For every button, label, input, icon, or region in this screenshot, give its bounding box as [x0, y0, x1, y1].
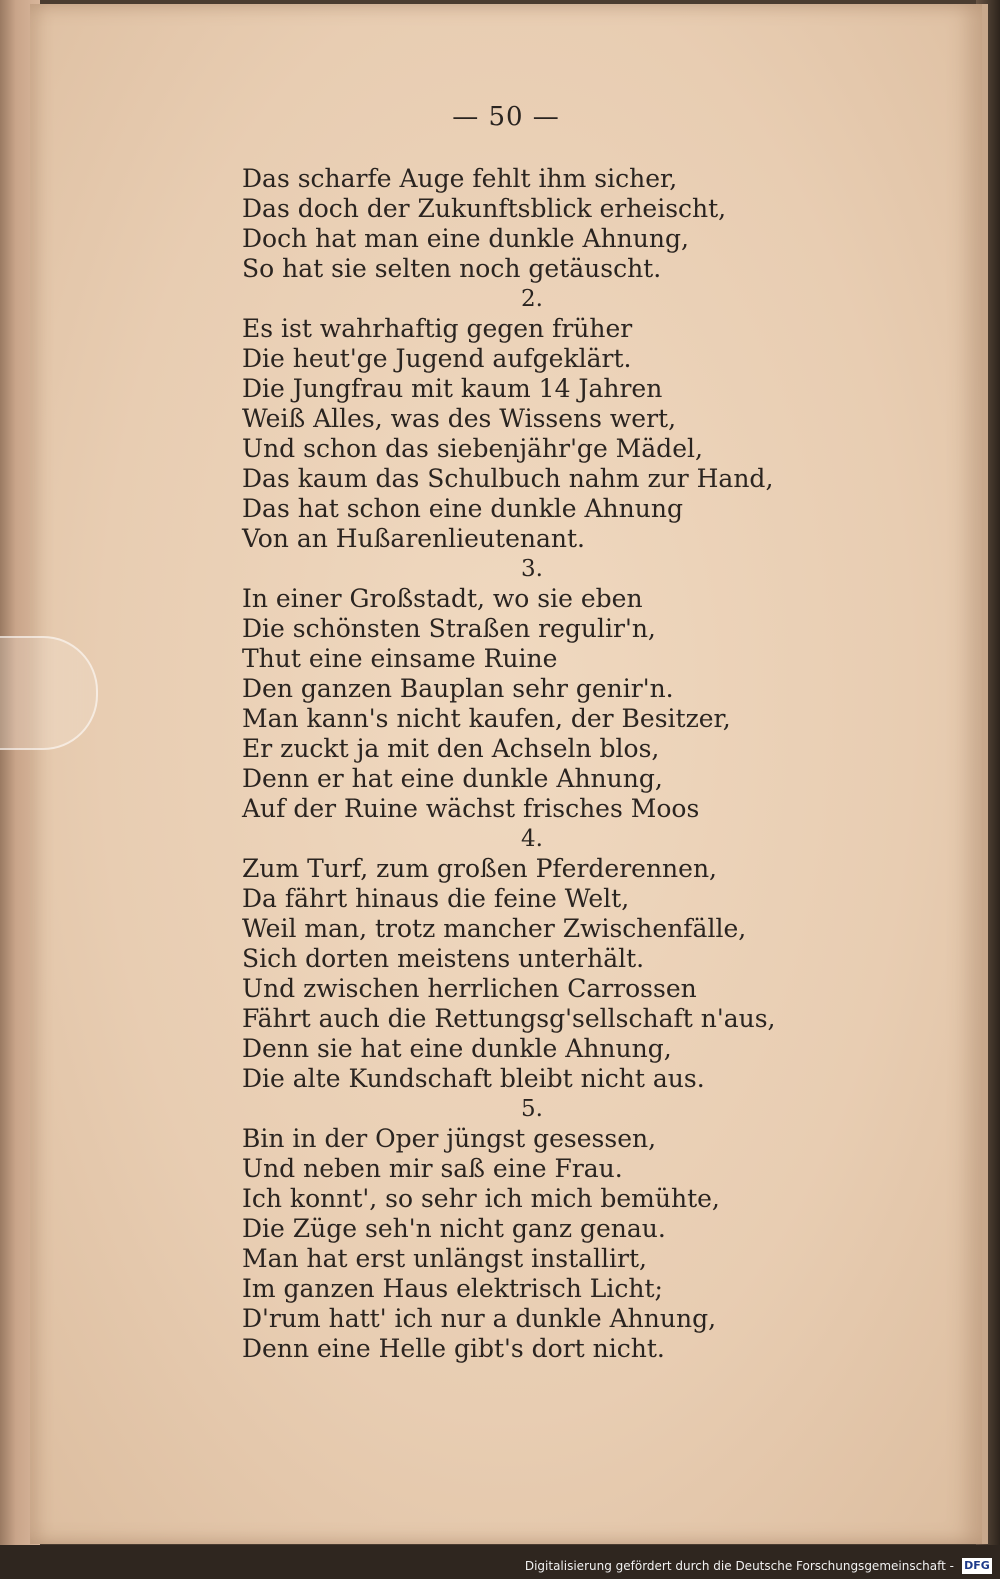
poem-line: Die Jungfrau mit kaum 14 Jahren: [242, 374, 663, 403]
poem-line: Und zwischen herrlichen Carrossen: [242, 974, 697, 1003]
poem-line: Weiß Alles, was des Wissens wert,: [242, 404, 677, 433]
poem-line: Da fährt hinaus die feine Welt,: [242, 884, 630, 913]
poem-line: Denn er hat eine dunkle Ahnung,: [242, 764, 663, 793]
poem-line: In einer Großstadt, wo sie eben: [242, 584, 643, 613]
poem-text: [242, 164, 802, 1364]
stanza-3: [242, 554, 802, 824]
poem-line: Zum Turf, zum großen Pferderennen,: [242, 854, 717, 883]
poem-line: Bin in der Oper jüngst gesessen,: [242, 1124, 657, 1153]
stanza-number: 4.: [521, 826, 543, 852]
poem-line: Die Züge seh'n nicht ganz genau.: [242, 1214, 666, 1243]
poem-line: Auf der Ruine wächst frisches Moos: [242, 794, 700, 823]
poem-line: So hat sie selten noch getäuscht.: [242, 254, 662, 283]
poem-line: Das kaum das Schulbuch nahm zur Hand,: [242, 464, 774, 493]
poem-line: Man kann's nicht kaufen, der Besitzer,: [242, 704, 731, 733]
poem-line: Und neben mir saß eine Frau.: [242, 1154, 623, 1183]
stanza-5: [242, 1094, 802, 1364]
poem-line: Das scharfe Auge fehlt ihm sicher,: [242, 164, 678, 193]
page-number: — 50 —: [452, 102, 560, 132]
poem-line: Von an Hußarenlieutenant.: [242, 524, 585, 553]
funding-credit: Digitalisierung gefördert durch die Deutsche Forschungsgemeinschaft -: [524, 1559, 954, 1573]
poem-line: Die heut'ge Jugend aufgeklärt.: [242, 344, 632, 373]
poem-line: Die schönsten Straßen regulir'n,: [242, 614, 656, 643]
stanza-number: 3.: [521, 556, 543, 582]
poem-line: Im ganzen Haus elektrisch Licht;: [242, 1274, 663, 1303]
poem-line: Man hat erst unlängst installirt,: [242, 1244, 647, 1273]
poem-line: Das hat schon eine dunkle Ahnung: [242, 494, 683, 523]
footer-band: [0, 1545, 1000, 1579]
poem-line: Thut eine einsame Ruine: [242, 644, 558, 673]
poem-line: Er zuckt ja mit den Achseln blos,: [242, 734, 660, 763]
poem-line: Doch hat man eine dunkle Ahnung,: [242, 224, 689, 253]
dfg-logo: DFG: [962, 1558, 992, 1574]
stanza-2: [242, 284, 802, 554]
poem-line: Weil man, trotz mancher Zwischenfälle,: [242, 914, 747, 943]
poem-line: Sich dorten meistens unterhält.: [242, 944, 645, 973]
stanza-number: 2.: [521, 286, 543, 312]
poem-line: Ich konnt', so sehr ich mich bemühte,: [242, 1184, 720, 1213]
poem-line: Die alte Kundschaft bleibt nicht aus.: [242, 1064, 705, 1093]
poem-line: Es ist wahrhaftig gegen früher: [242, 314, 633, 343]
poem-line: D'rum hatt' ich nur a dunkle Ahnung,: [242, 1304, 717, 1333]
poem-line: Denn sie hat eine dunkle Ahnung,: [242, 1034, 672, 1063]
poem-line: Und schon das siebenjähr'ge Mädel,: [242, 434, 703, 463]
stanza-4: [242, 824, 802, 1094]
poem-line: Den ganzen Bauplan sehr genir'n.: [242, 674, 674, 703]
opening-stanza: [242, 164, 802, 284]
poem-line: Fährt auch die Rettungsg'sellschaft n'aus,: [242, 1004, 776, 1033]
poem-line: Denn eine Helle gibt's dort nicht.: [242, 1334, 665, 1363]
stanza-number: 5.: [521, 1096, 543, 1122]
poem-line: Das doch der Zukunftsblick erheischt,: [242, 194, 727, 223]
page-sheet: [30, 4, 988, 1544]
